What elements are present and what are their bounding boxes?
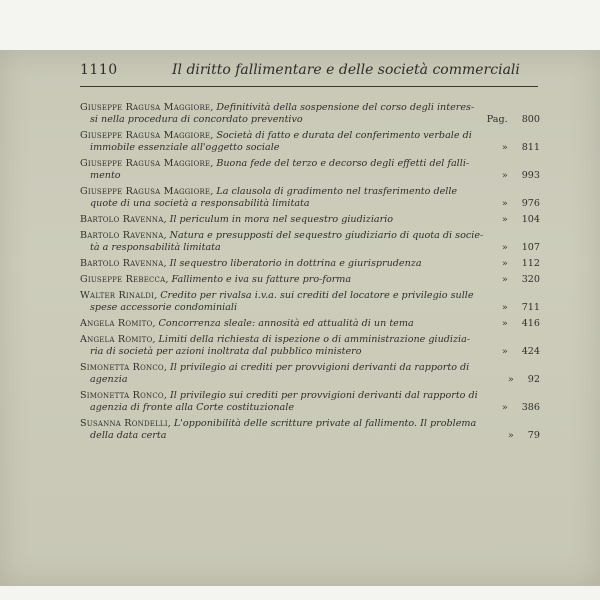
entry-author: Giuseppe Rebecca xyxy=(80,274,166,285)
entry-page-ref xyxy=(508,430,540,442)
entry-page-number: 800 xyxy=(521,114,540,125)
index-entry xyxy=(80,158,540,182)
entry-page-prefix: » xyxy=(501,302,508,313)
entry-page-number: 112 xyxy=(521,258,540,269)
index-entry xyxy=(80,102,540,126)
index-entry xyxy=(80,362,540,386)
index-entry xyxy=(80,186,540,210)
entry-page-ref xyxy=(502,302,540,314)
entry-author: Giuseppe Ragusa Maggiore xyxy=(80,102,211,113)
entry-page-number: 107 xyxy=(521,242,540,253)
entry-first-line xyxy=(80,390,540,402)
entry-first-line xyxy=(80,158,540,170)
entry-first-line xyxy=(80,334,540,346)
entry-author: Giuseppe Ragusa Maggiore xyxy=(80,186,211,197)
entry-author: Angela Romito xyxy=(80,318,153,329)
entry-page-number: 320 xyxy=(521,274,540,285)
entry-title-part2: si nella procedura di concordato preventivo xyxy=(90,114,303,125)
entry-first-line xyxy=(80,214,540,226)
entry-author: Walter Rinaldi xyxy=(80,290,155,301)
entry-second-line xyxy=(80,198,540,210)
entry-title-part2: mento xyxy=(90,170,121,181)
entry-second-line xyxy=(80,142,540,154)
entry-page-number: 993 xyxy=(521,170,540,181)
index-entry xyxy=(80,230,540,254)
index-entry xyxy=(80,418,540,442)
entry-author: Angela Romito xyxy=(80,334,153,345)
header-rule xyxy=(80,86,538,87)
entry-title-part1: , Il privilegio ai crediti per provvigioni derivanti da rapporto di xyxy=(163,362,470,373)
entry-author: Bartolo Ravenna xyxy=(80,230,164,241)
entry-title-part1: , Concorrenza sleale: annosità ed attualità di un tema xyxy=(152,318,414,329)
entry-title-part1: , L'opponibilità delle scritture private al fallimento. Il problema xyxy=(167,418,477,429)
entry-first-line xyxy=(80,130,540,142)
entry-author: Simonetta Ronco xyxy=(80,362,164,373)
running-title: Il diritto fallimentare e delle società commerciali xyxy=(172,62,520,78)
entry-page-prefix: » xyxy=(501,346,508,357)
entry-page-number: 424 xyxy=(521,346,540,357)
entry-page-number: 79 xyxy=(527,430,540,441)
entry-second-line xyxy=(80,430,540,442)
entry-page-number: 104 xyxy=(521,214,540,225)
entry-page-prefix: » xyxy=(501,170,508,181)
entry-first-line xyxy=(80,230,540,242)
entry-page-number: 976 xyxy=(521,198,540,209)
entry-page-ref xyxy=(487,114,540,126)
entry-first-line xyxy=(80,318,540,330)
entry-title-part2: spese accessorie condominiali xyxy=(90,302,238,313)
page-header xyxy=(80,62,540,86)
entry-page-ref xyxy=(502,402,540,414)
entry-page-ref xyxy=(502,258,540,270)
entry-page-ref xyxy=(502,274,540,286)
index-entry xyxy=(80,130,540,154)
index-entry xyxy=(80,290,540,314)
entry-author: Giuseppe Ragusa Maggiore xyxy=(80,130,211,141)
entry-title-part2: ria di società per azioni inoltrata dal pubblico ministero xyxy=(90,346,362,357)
index-entries xyxy=(80,102,540,442)
entry-first-line xyxy=(80,274,540,286)
entry-title-part1: , La clausola di gradimento nel trasferimento delle xyxy=(210,186,458,197)
entry-page-number: 92 xyxy=(527,374,540,385)
entry-second-line xyxy=(80,374,540,386)
entry-page-prefix: » xyxy=(501,258,508,269)
entry-page-ref xyxy=(502,214,540,226)
entry-page-number: 811 xyxy=(521,142,540,153)
index-entry xyxy=(80,214,540,226)
entry-page-prefix: » xyxy=(501,402,508,413)
page-number: 1110 xyxy=(80,62,118,78)
entry-page-ref xyxy=(502,318,540,330)
index-entry xyxy=(80,258,540,270)
entry-second-line xyxy=(80,114,540,126)
entry-second-line xyxy=(80,302,540,314)
entry-page-ref xyxy=(508,374,540,386)
entry-page-number: 416 xyxy=(521,318,540,329)
entry-title-part1: , Fallimento e iva su fatture pro-forma xyxy=(165,274,352,285)
entry-page-ref xyxy=(502,198,540,210)
entry-second-line xyxy=(80,402,540,414)
entry-title-part1: , Il privilegio sui crediti per provvigioni derivanti dal rapporto di xyxy=(163,390,478,401)
entry-page-prefix: » xyxy=(501,214,508,225)
entry-title-part2: agenzia xyxy=(90,374,128,385)
entry-second-line xyxy=(80,346,540,358)
entry-page-prefix: » xyxy=(501,242,508,253)
entry-page-prefix: Pag. xyxy=(486,114,508,125)
entry-title-part1: , Buona fede del terzo e decorso degli effetti del falli- xyxy=(210,158,470,169)
entry-title-part1: , Natura e presupposti del sequestro giudiziario di quota di socie- xyxy=(163,230,484,241)
entry-title-part2: agenzia di fronte alla Corte costituzionale xyxy=(90,402,295,413)
entry-second-line xyxy=(80,242,540,254)
entry-page-ref xyxy=(502,346,540,358)
entry-author: Giuseppe Ragusa Maggiore xyxy=(80,158,211,169)
index-entry xyxy=(80,390,540,414)
entry-page-number: 386 xyxy=(521,402,540,413)
entry-author: Simonetta Ronco xyxy=(80,390,164,401)
entry-page-prefix: » xyxy=(507,430,514,441)
entry-title-part2: della data certa xyxy=(90,430,167,441)
entry-title-part1: , Limiti della richiesta di ispezione o di amministrazione giudizia- xyxy=(152,334,471,345)
entry-page-ref xyxy=(502,142,540,154)
entry-page-ref xyxy=(502,170,540,182)
entry-first-line xyxy=(80,186,540,198)
entry-page-prefix: » xyxy=(501,142,508,153)
entry-page-number: 711 xyxy=(521,302,540,313)
entry-title-part1: , Credito per rivalsa i.v.a. sui crediti del locatore e privilegio sulle xyxy=(154,290,474,301)
entry-first-line xyxy=(80,258,540,270)
entry-author: Bartolo Ravenna xyxy=(80,214,164,225)
entry-title-part1: , Il sequestro liberatorio in dottrina e giurisprudenza xyxy=(163,258,422,269)
entry-author: Susanna Rondelli xyxy=(80,418,168,429)
entry-page-prefix: » xyxy=(507,374,514,385)
entry-first-line xyxy=(80,102,540,114)
index-entry xyxy=(80,318,540,330)
entry-first-line xyxy=(80,362,540,374)
entry-page-prefix: » xyxy=(501,198,508,209)
entry-title-part2: immobile essenziale all'oggetto sociale xyxy=(90,142,280,153)
entry-second-line xyxy=(80,170,540,182)
entry-first-line xyxy=(80,418,540,430)
entry-title-part1: , Società di fatto e durata del conferimento verbale di xyxy=(210,130,472,141)
entry-title-part1: , Definitività della sospensione del corso degli interes- xyxy=(210,102,475,113)
entry-first-line xyxy=(80,290,540,302)
entry-title-part2: quote di una società a responsabilità limitata xyxy=(90,198,310,209)
entry-page-prefix: » xyxy=(501,274,508,285)
index-entry xyxy=(80,334,540,358)
entry-title-part2: tà a responsabilità limitata xyxy=(90,242,221,253)
index-entry xyxy=(80,274,540,286)
entry-page-prefix: » xyxy=(501,318,508,329)
entry-title-part1: , Il periculum in mora nel sequestro giudiziario xyxy=(163,214,394,225)
entry-page-ref xyxy=(502,242,540,254)
entry-author: Bartolo Ravenna xyxy=(80,258,164,269)
